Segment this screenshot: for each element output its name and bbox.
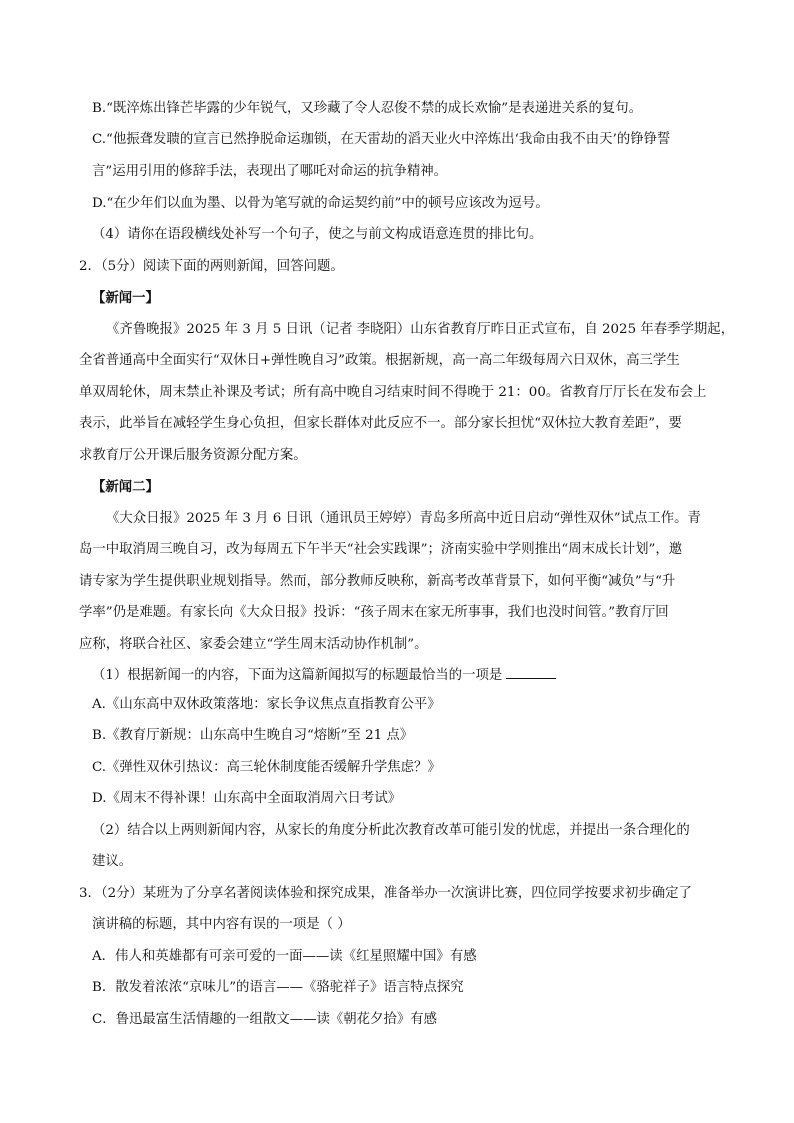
news-2-line3: 请专家为学生提供职业规划指导。然而，部分教师反映称，新高考改革背景下，如何平衡“减负”与“升 <box>79 574 676 589</box>
q2-option-a: A.《山东高中双休政策落地：家长争议焦点直指教育公平》 <box>92 697 441 712</box>
q2-subquestion-1 <box>92 666 722 685</box>
news-1-line2: 全省普通高中全面实行“双休日+弹性晚自习”政策。根据新规，高一高二年级每周六日双休，高三学生 <box>79 353 680 368</box>
q2-subquestion-2-line1: （2）结合以上两则新闻内容，从家长的角度分析此次教育改革可能引发的忧虑，并提出一条合理化的 <box>92 823 690 838</box>
q3-option-c: C．鲁迅最富生活情趣的一组散文——读《朝花夕拾》有感 <box>92 1012 438 1027</box>
q1-option-d: D.“在少年们以血为墨、以骨为笔写就的命运契约前”中的顿号应该改为逗号。 <box>92 196 549 211</box>
news-2-line1: 《大众日报》2025 年 3 月 6 日讯（通讯员王婷婷）青岛多所高中近日启动“弹性双休”试点工作。青 <box>106 511 701 526</box>
news-2-label: 【新闻二】 <box>92 479 159 495</box>
question-3-line2: 演讲稿的标题，其中内容有误的一项是（ ） <box>92 917 351 932</box>
question-3-line1: 3．（2分）某班为了分享名著阅读体验和探究成果，准备举办一次演讲比赛，四位同学按要求初步确定了 <box>79 886 692 901</box>
answer-blank[interactable] <box>506 666 556 679</box>
news-1-line4: 表示，此举旨在减轻学生身心负担，但家长群体对此反应不一。部分家长担忧“双休拉大教育差距”，要 <box>79 416 682 431</box>
news-2-line5: 应称，将联合社区、家委会建立“学生周末活动协作机制”。 <box>79 637 428 652</box>
q3-option-a: A．伟人和英雄都有可亲可爱的一面——读《红星照耀中国》有感 <box>92 949 477 964</box>
q2-option-b: B.《教育厅新规：山东高中生晚自习“熔断”至 21 点》 <box>92 728 414 743</box>
news-1-line3: 单双周轮休，周末禁止补课及考试；所有高中晚自习结束时间不得晚于 21：00。省教育厅厅长在发布会上 <box>79 385 707 400</box>
q1-option-c-line2: 言”运用引用的修辞手法，表现出了哪吒对命运的抗争精神。 <box>92 164 447 179</box>
q1-option-b: B.“既淬炼出锋芒毕露的少年锐气，又珍藏了令人忍俊不禁的成长欢愉”是表递进关系的复句。 <box>92 101 643 116</box>
q2-subquestion-1-text: （1）根据新闻一的内容，下面为这篇新闻拟写的标题最恰当的一项是 <box>92 668 503 683</box>
q2-option-d: D.《周末不得补课！山东高中全面取消周六日考试》 <box>92 791 402 806</box>
q2-subquestion-2-line2: 建议。 <box>92 854 133 869</box>
news-1-line1: 《齐鲁晚报》2025 年 3 月 5 日讯（记者 李晓阳）山东省教育厅昨日正式宣布，自 2025 年春季学期起， <box>106 322 735 337</box>
news-2-line4: 学率”仍是难题。有家长向《大众日报》投诉：“孩子周末在家无所事事，我们也没时间管。”教育厅回 <box>79 605 669 620</box>
question-2-heading: 2．（5分）阅读下面的两则新闻，回答问题。 <box>79 259 344 274</box>
news-1-label: 【新闻一】 <box>92 290 159 306</box>
q2-option-c: C.《弹性双休引热议：高三轮休制度能否缓解升学焦虑？》 <box>92 760 441 775</box>
q1-subquestion-4: （4）请你在语段横线处补写一个句子，使之与前文构成语意连贯的排比句。 <box>92 227 543 242</box>
q1-option-c-line1: C.“他振聋发聩的宣言已然挣脱命运珈锁，在天雷劫的滔天业火中淬炼出‘我命由我不由天’的铮铮誓 <box>92 132 671 147</box>
q3-option-b: B．散发着浓浓“京味儿”的语言——《骆驼祥子》语言特点探究 <box>92 980 464 995</box>
news-1-line5: 求教育厅公开课后服务资源分配方案。 <box>79 448 307 463</box>
news-2-line2: 岛一中取消周三晚自习，改为每周五下午半天“社会实践课”；济南实验中学则推出“周末成长计划”，邀 <box>79 542 683 557</box>
